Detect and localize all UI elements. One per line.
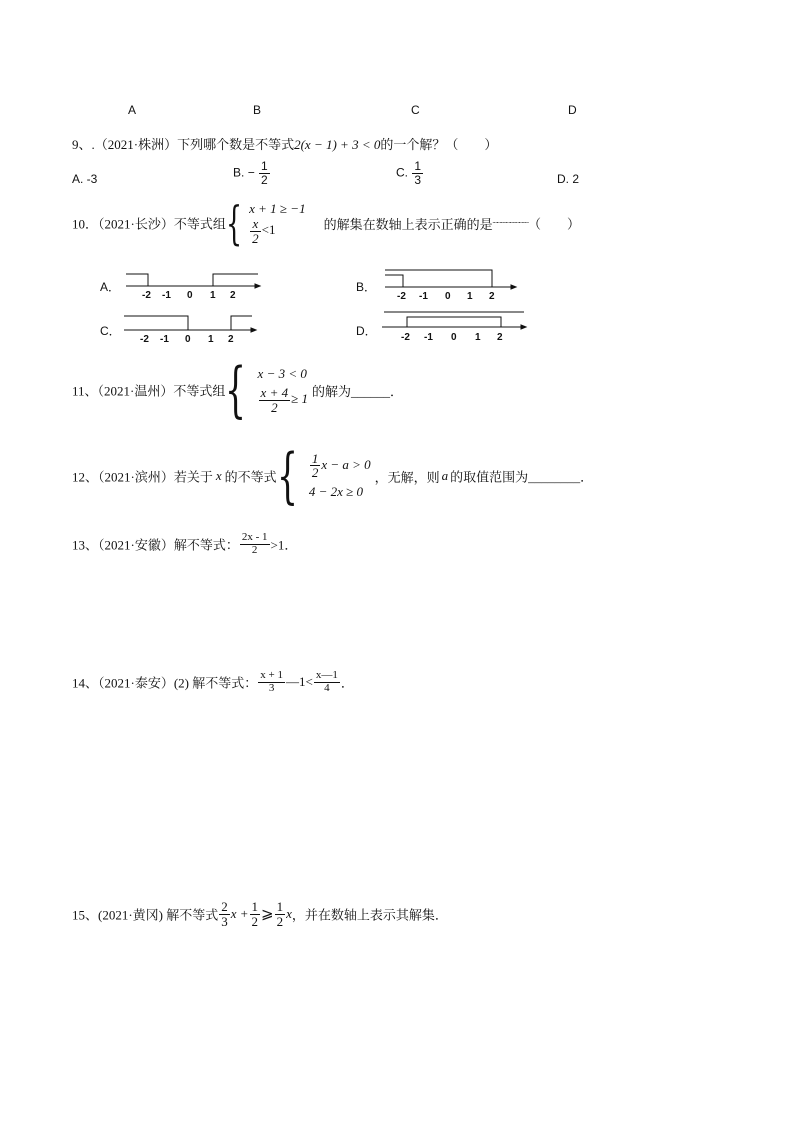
q11-prefix: 11、（2021·温州）不等式组	[72, 383, 226, 399]
q14-end: ．	[340, 675, 354, 691]
tick-label: 2	[497, 332, 503, 343]
q9-option-b-label: B.	[233, 165, 245, 180]
question-14	[72, 670, 354, 694]
q15-prefix: 15、(2021·黄冈) 解不等式	[72, 907, 219, 923]
tick-label: 2	[228, 334, 234, 345]
number-line-d-interval	[407, 317, 501, 327]
q10-dots: ┈┈┈┈┈┈┈┈	[492, 217, 528, 228]
q12-line1-num: 1	[311, 450, 319, 466]
q15-ge: ⩾	[261, 906, 274, 923]
q11-suffix: 的解为______．	[311, 383, 403, 399]
q10-paren: （ ）	[527, 216, 580, 232]
q10-line2-den: 2	[252, 230, 259, 246]
tick-label: -1	[424, 332, 433, 343]
q13-num: 2x - 1	[241, 531, 268, 543]
tick-label: 0	[451, 332, 457, 343]
option-letter-c: C	[411, 103, 420, 117]
q14-prefix: 14、（2021·泰安）(2) 解不等式：	[72, 675, 258, 691]
q12-line1-den: 2	[311, 465, 319, 481]
tick-label: -1	[162, 290, 171, 301]
q9-option-a: A. -3	[72, 172, 98, 186]
tick-label: 1	[208, 334, 214, 345]
q9-option-c-den: 3	[414, 172, 422, 187]
number-line-b-arrow	[511, 285, 516, 289]
tick-label: 1	[475, 332, 481, 343]
q10-line1: x + 1 ≥ −1	[249, 200, 306, 216]
question-15	[72, 900, 448, 928]
number-line-c-arrow	[251, 328, 256, 332]
q10-option-b-label: B．	[356, 280, 377, 294]
number-line-b-right-ray	[385, 270, 492, 287]
q13-rest: >1．	[270, 537, 298, 553]
q9-expression: 2(x − 1) + 3 < 0	[294, 137, 381, 152]
number-line-b-left-ray	[385, 275, 403, 287]
tick-label: 0	[445, 291, 451, 302]
q10-option-a-label: A．	[100, 280, 121, 294]
q10-line2-rel: <1	[261, 222, 276, 238]
q9-option-b-num: 1	[261, 159, 268, 173]
q12-suffix-2: 的取值范围为________．	[450, 469, 594, 485]
q15-f1-den: 3	[221, 913, 228, 929]
q14-mid: —1<	[285, 674, 313, 690]
question-13	[72, 532, 297, 556]
tick-label: -1	[419, 291, 428, 302]
q11-brace: {	[225, 355, 247, 425]
option-letter-d: D	[568, 103, 577, 117]
q12-var-x: x	[215, 468, 222, 483]
q9-suffix: 的一个解？（ ）	[380, 137, 498, 152]
tick-label: 0	[187, 290, 193, 301]
q15-f2-den: 2	[251, 913, 259, 929]
tick-label: 1	[210, 290, 216, 301]
tick-label: 1	[467, 291, 473, 302]
q15-plus: x +	[230, 906, 249, 922]
q9-option-c-label: C.	[396, 165, 408, 180]
option-letter-a: A	[128, 103, 137, 117]
q12-mid: 的不等式	[224, 469, 277, 485]
number-line-a-left-ray	[126, 274, 148, 286]
question-12	[72, 441, 594, 511]
q15-f3-den: 2	[276, 913, 284, 929]
tick-label: -2	[397, 291, 406, 302]
q12-line1-rest: x − a > 0	[321, 456, 371, 472]
q14-num1: x + 1	[260, 669, 283, 681]
tick-label: -1	[160, 334, 169, 345]
option-letter-b: B	[253, 103, 262, 117]
q10-brace: {	[225, 196, 242, 250]
tick-label: 0	[185, 334, 191, 345]
q12-system	[309, 452, 371, 501]
number-line-c-right-ray	[231, 316, 252, 330]
q12-brace: {	[276, 441, 298, 511]
q10-suffix: 的解集在数轴上表示正确的是	[323, 216, 493, 232]
q15-suffix: ，并在数轴上表示其解集．	[291, 907, 448, 923]
q11-line2-num: x + 4	[260, 384, 289, 400]
number-line-a-right-ray	[213, 274, 258, 286]
q9-option-b-den: 2	[261, 172, 268, 187]
question-11	[72, 355, 403, 425]
q14-den2: 4	[324, 681, 330, 694]
q13-prefix: 13、（2021·安徽）解不等式：	[72, 537, 239, 553]
q12-var-a: a	[441, 468, 449, 483]
q15-f1-num: 2	[221, 899, 228, 914]
number-line-d-arrow	[521, 325, 526, 329]
q10-prefix: 10．（2021·长沙）不等式组	[72, 216, 226, 232]
q10-option-c-label: C．	[100, 324, 121, 338]
q12-line2: 4 − 2x ≥ 0	[308, 484, 364, 500]
q9-option-b-sign: −	[247, 165, 255, 180]
tick-label: 2	[230, 290, 236, 301]
q10-line2-num: x	[250, 217, 261, 232]
q9-option-d: D. 2	[557, 172, 580, 186]
q14-num2: x—1	[315, 669, 338, 681]
q11-line2-rel: ≥ 1	[291, 391, 308, 407]
q11-system	[258, 366, 308, 415]
q9-prefix: 9、.（2021·株洲）下列哪个数是不等式	[72, 137, 295, 152]
q15-x: x	[286, 906, 292, 922]
q14-den1: 3	[268, 681, 275, 694]
q13-den: 2	[251, 543, 258, 556]
q15-f2-num: 1	[251, 899, 259, 914]
q10-option-d-label: D．	[356, 324, 377, 338]
q15-f3-num: 1	[276, 899, 284, 914]
number-line-a-arrow	[255, 284, 260, 288]
q9-option-c-num: 1	[414, 159, 422, 173]
tick-label: -2	[401, 332, 410, 343]
number-line-c-left-ray	[124, 316, 188, 330]
tick-label: -2	[142, 290, 151, 301]
q11-line1: x − 3 < 0	[257, 365, 307, 381]
q12-suffix-1: ，无解，则	[374, 469, 440, 485]
q10-number-lines	[0, 0, 794, 360]
q12-prefix: 12、（2021·滨州）若关于	[72, 469, 213, 485]
tick-label: 2	[489, 291, 495, 302]
tick-label: -2	[140, 334, 149, 345]
q11-line2-den: 2	[271, 399, 278, 415]
